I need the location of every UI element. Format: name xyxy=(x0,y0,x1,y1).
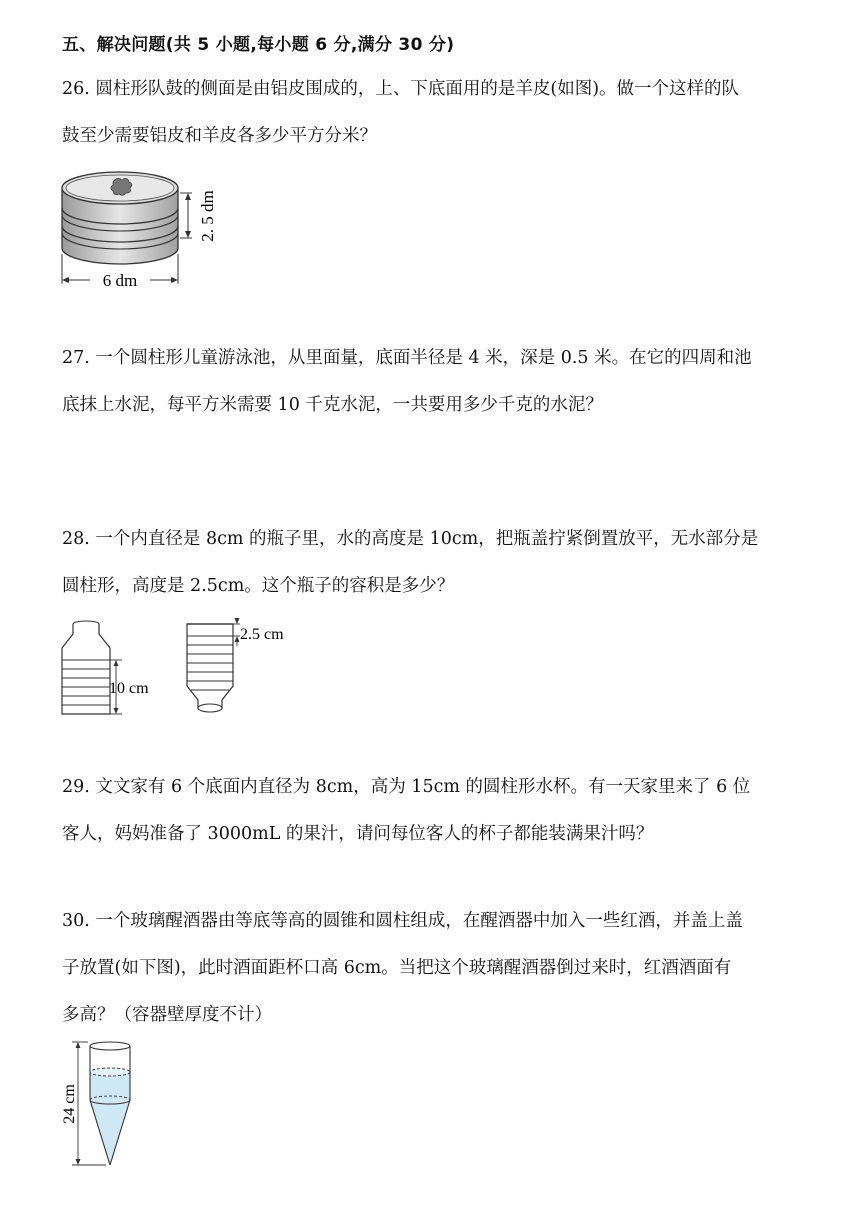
upright-bottle xyxy=(62,621,149,714)
question-line: 客人，妈妈准备了 3000mL 的果汁，请问每位客人的杯子都能装满果汁吗？ xyxy=(62,824,654,844)
question-27 xyxy=(62,335,834,429)
question-line: 圆柱形，高度是 2.5cm。这个瓶子的容积是多少？ xyxy=(62,576,455,596)
question-line: 27. 一个圆柱形儿童游泳池，从里面量，底面半径是 4 米，深是 0.5 米。在它的四周和池 xyxy=(62,348,752,368)
water-height-label: 10 cm xyxy=(109,680,149,697)
height-label: 2. 5 dm xyxy=(198,190,217,242)
question-line: 26. 圆柱形队鼓的侧面是由铝皮围成的，上、下底面用的是羊皮(如图)。做一个这样的队 xyxy=(62,79,740,99)
drum-figure xyxy=(56,160,226,296)
air-height-label: 2.5 cm xyxy=(240,626,284,643)
question-line: 28. 一个内直径是 8cm 的瓶子里，水的高度是 10cm，把瓶盖拧紧倒置放平，无水部分是 xyxy=(62,529,759,549)
question-line: 多高？（容器壁厚度不计） xyxy=(62,1005,272,1025)
question-line: 30. 一个玻璃醒酒器由等底等高的圆锥和圆柱组成，在醒酒器中加入一些红酒，并盖上盖 xyxy=(62,911,743,931)
decanter-figure xyxy=(56,1038,146,1174)
question-line: 子放置(如下图)，此时酒面距杯口高 6cm。当把这个玻璃醒酒器倒过来时，红酒酒面有 xyxy=(62,958,732,978)
diameter-label: 6 dm xyxy=(102,271,138,290)
section-title: 五、解决问题(共 5 小题,每小题 6 分,满分 30 分) xyxy=(62,35,455,55)
question-26 xyxy=(62,66,834,160)
question-30 xyxy=(62,898,834,1039)
question-line: 29. 文文家有 6 个底面内直径为 8cm，高为 15cm 的圆柱形水杯。有一天家里来了 6 位 xyxy=(62,777,751,797)
question-29 xyxy=(62,764,834,858)
inverted-bottle xyxy=(187,618,284,712)
decanter-height-label: 24 cm xyxy=(61,1084,78,1124)
question-28 xyxy=(62,516,834,610)
question-line: 鼓至少需要铝皮和羊皮各多少平方分米？ xyxy=(62,126,377,146)
question-line: 底抹上水泥，每平方米需要 10 千克水泥，一共要用多少千克的水泥？ xyxy=(62,395,603,415)
bottle-figures xyxy=(56,618,316,722)
